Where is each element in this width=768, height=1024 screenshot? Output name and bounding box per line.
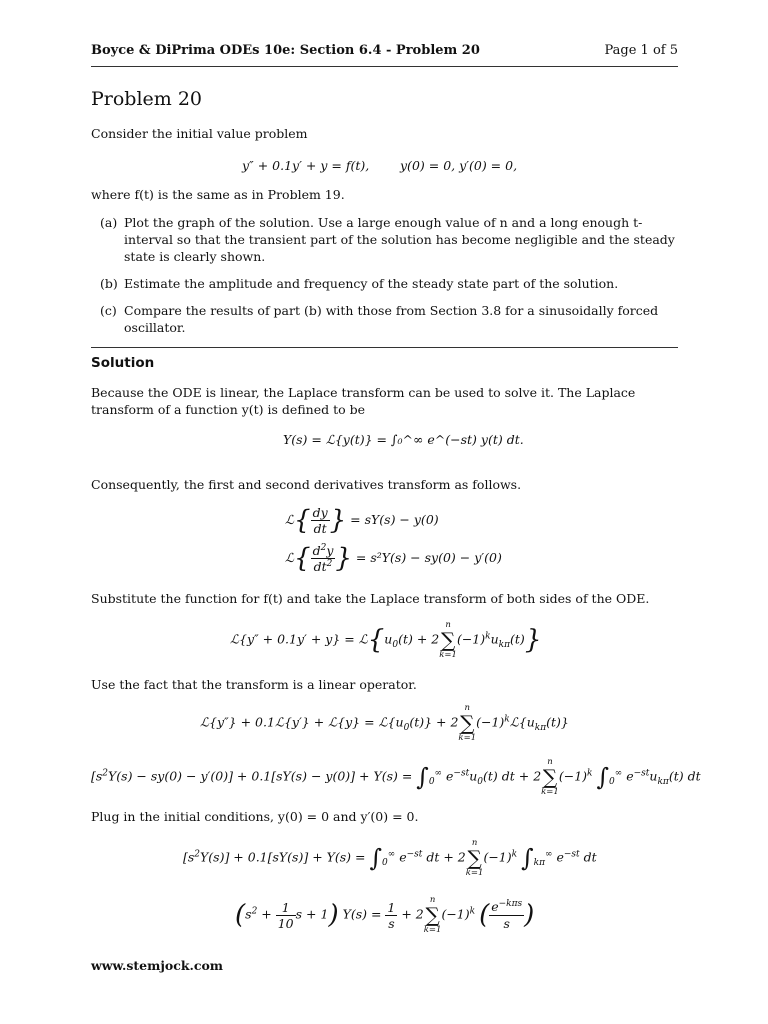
header-title: Boyce & DiPrima ODEs 10e: Section 6.4 - Problem 20	[91, 43, 480, 58]
equation-second-derivative: ℒ{ $\frac{d^2y}{dt^2}$ } = s²Y(s) − sy(0) − y′(0)	[285, 543, 502, 575]
equation-laplace-definition: Y(s) = ℒ{y(t)} = ∫₀^∞ e^(−st) y(t) dt.	[283, 432, 524, 447]
part-a: (a) Plot the graph of the solution. Use a large enough value of n and a long enough t-interval so that the transient part of the solution has become negligible and the steady state is clearly shown.	[100, 215, 675, 264]
intro-text: Consider the initial value problem	[91, 126, 308, 141]
ivp-ode: y″ + 0.1y′ + y = f(t),	[242, 158, 370, 173]
ivp-initial-conditions: y(0) = 0, y′(0) = 0,	[400, 158, 518, 173]
equation-expanded: $[s^2Y(s) - sy(0) - y'(0)] + 0.1[sY(s) - y(0)] + Y(s) = \int_0^\infty$ $e^{-st}u_0(t)$ dt + 2 n ∑ k=1 $(-1)^k$ $\int_0^\infty$ $e^{-st}u_{k\pi}(t)$ dt	[91, 757, 701, 797]
solution-heading: Solution	[91, 355, 155, 371]
equation-transform-ode: ℒ{y″ + $0.1y' + y\} = ℒ\{u_0(t) + 2$ n ∑ k=1 $(-1)^ku_{k\pi}(t)$}	[230, 620, 542, 660]
part-b: (b) Estimate the amplitude and frequency of the steady state part of the solution.	[100, 276, 619, 291]
where-text: where f(t) is the same as in Problem 19.	[91, 187, 345, 202]
part-c: (c) Compare the results of part (b) with those from Section 3.8 for a sinusoidally forced oscillator.	[100, 303, 659, 335]
footer-url[interactable]: www.stemjock.com	[91, 958, 224, 973]
problem-title: Problem 20	[91, 88, 203, 110]
para-substitute: Substitute the function for f(t) and take the Laplace transform of both sides of the ODE.	[91, 591, 650, 606]
problem-parts	[100, 214, 678, 346]
page-header	[91, 43, 678, 58]
page-number: Page 1 of 5	[604, 43, 678, 58]
para-initial-conditions: Plug in the initial conditions, y(0) = 0 and y′(0) = 0.	[91, 809, 419, 824]
para-derivatives: Consequently, the first and second derivatives transform as follows.	[91, 477, 522, 492]
para-laplace-definition: Because the ODE is linear, the Laplace transform can be used to solve it. The Laplace transform of a function y(t) is defined to be	[91, 385, 636, 417]
equation-algebraic: ($s^2$ + $\frac{1}{10}$ s + 1) Y(s) = $\frac{1}{s}$ + 2 n ∑ k=1 $(-1)^k$ ( $\frac{e^{-k\pi s}}{s}$ )	[235, 895, 535, 935]
solution-rule	[91, 347, 678, 348]
equation-first-derivative: ℒ{ $\frac{dy}{dt}$ } = sY(s) − y(0)	[285, 505, 439, 536]
equation-plug-ic: $[s^2Y(s)] + 0.1[sY(s)] + Y(s) = \int_0^\infty$ $e^{-st}$ dt + 2 n ∑ k=1 $(-1)^k$ $\int_{k\pi}^\infty$ $e^{-st}$ dt	[183, 838, 597, 878]
header-rule	[91, 66, 678, 67]
para-linear-operator: Use the fact that the transform is a linear operator.	[91, 677, 417, 692]
equation-linearity: ℒ{y″} + 0.1ℒ{y′} + ℒ{y} = $ℒ\{u_0(t)\} + 2$ n ∑ k=1 $(-1)^kℒ\{u_{k\pi}(t)\}$	[200, 703, 569, 743]
